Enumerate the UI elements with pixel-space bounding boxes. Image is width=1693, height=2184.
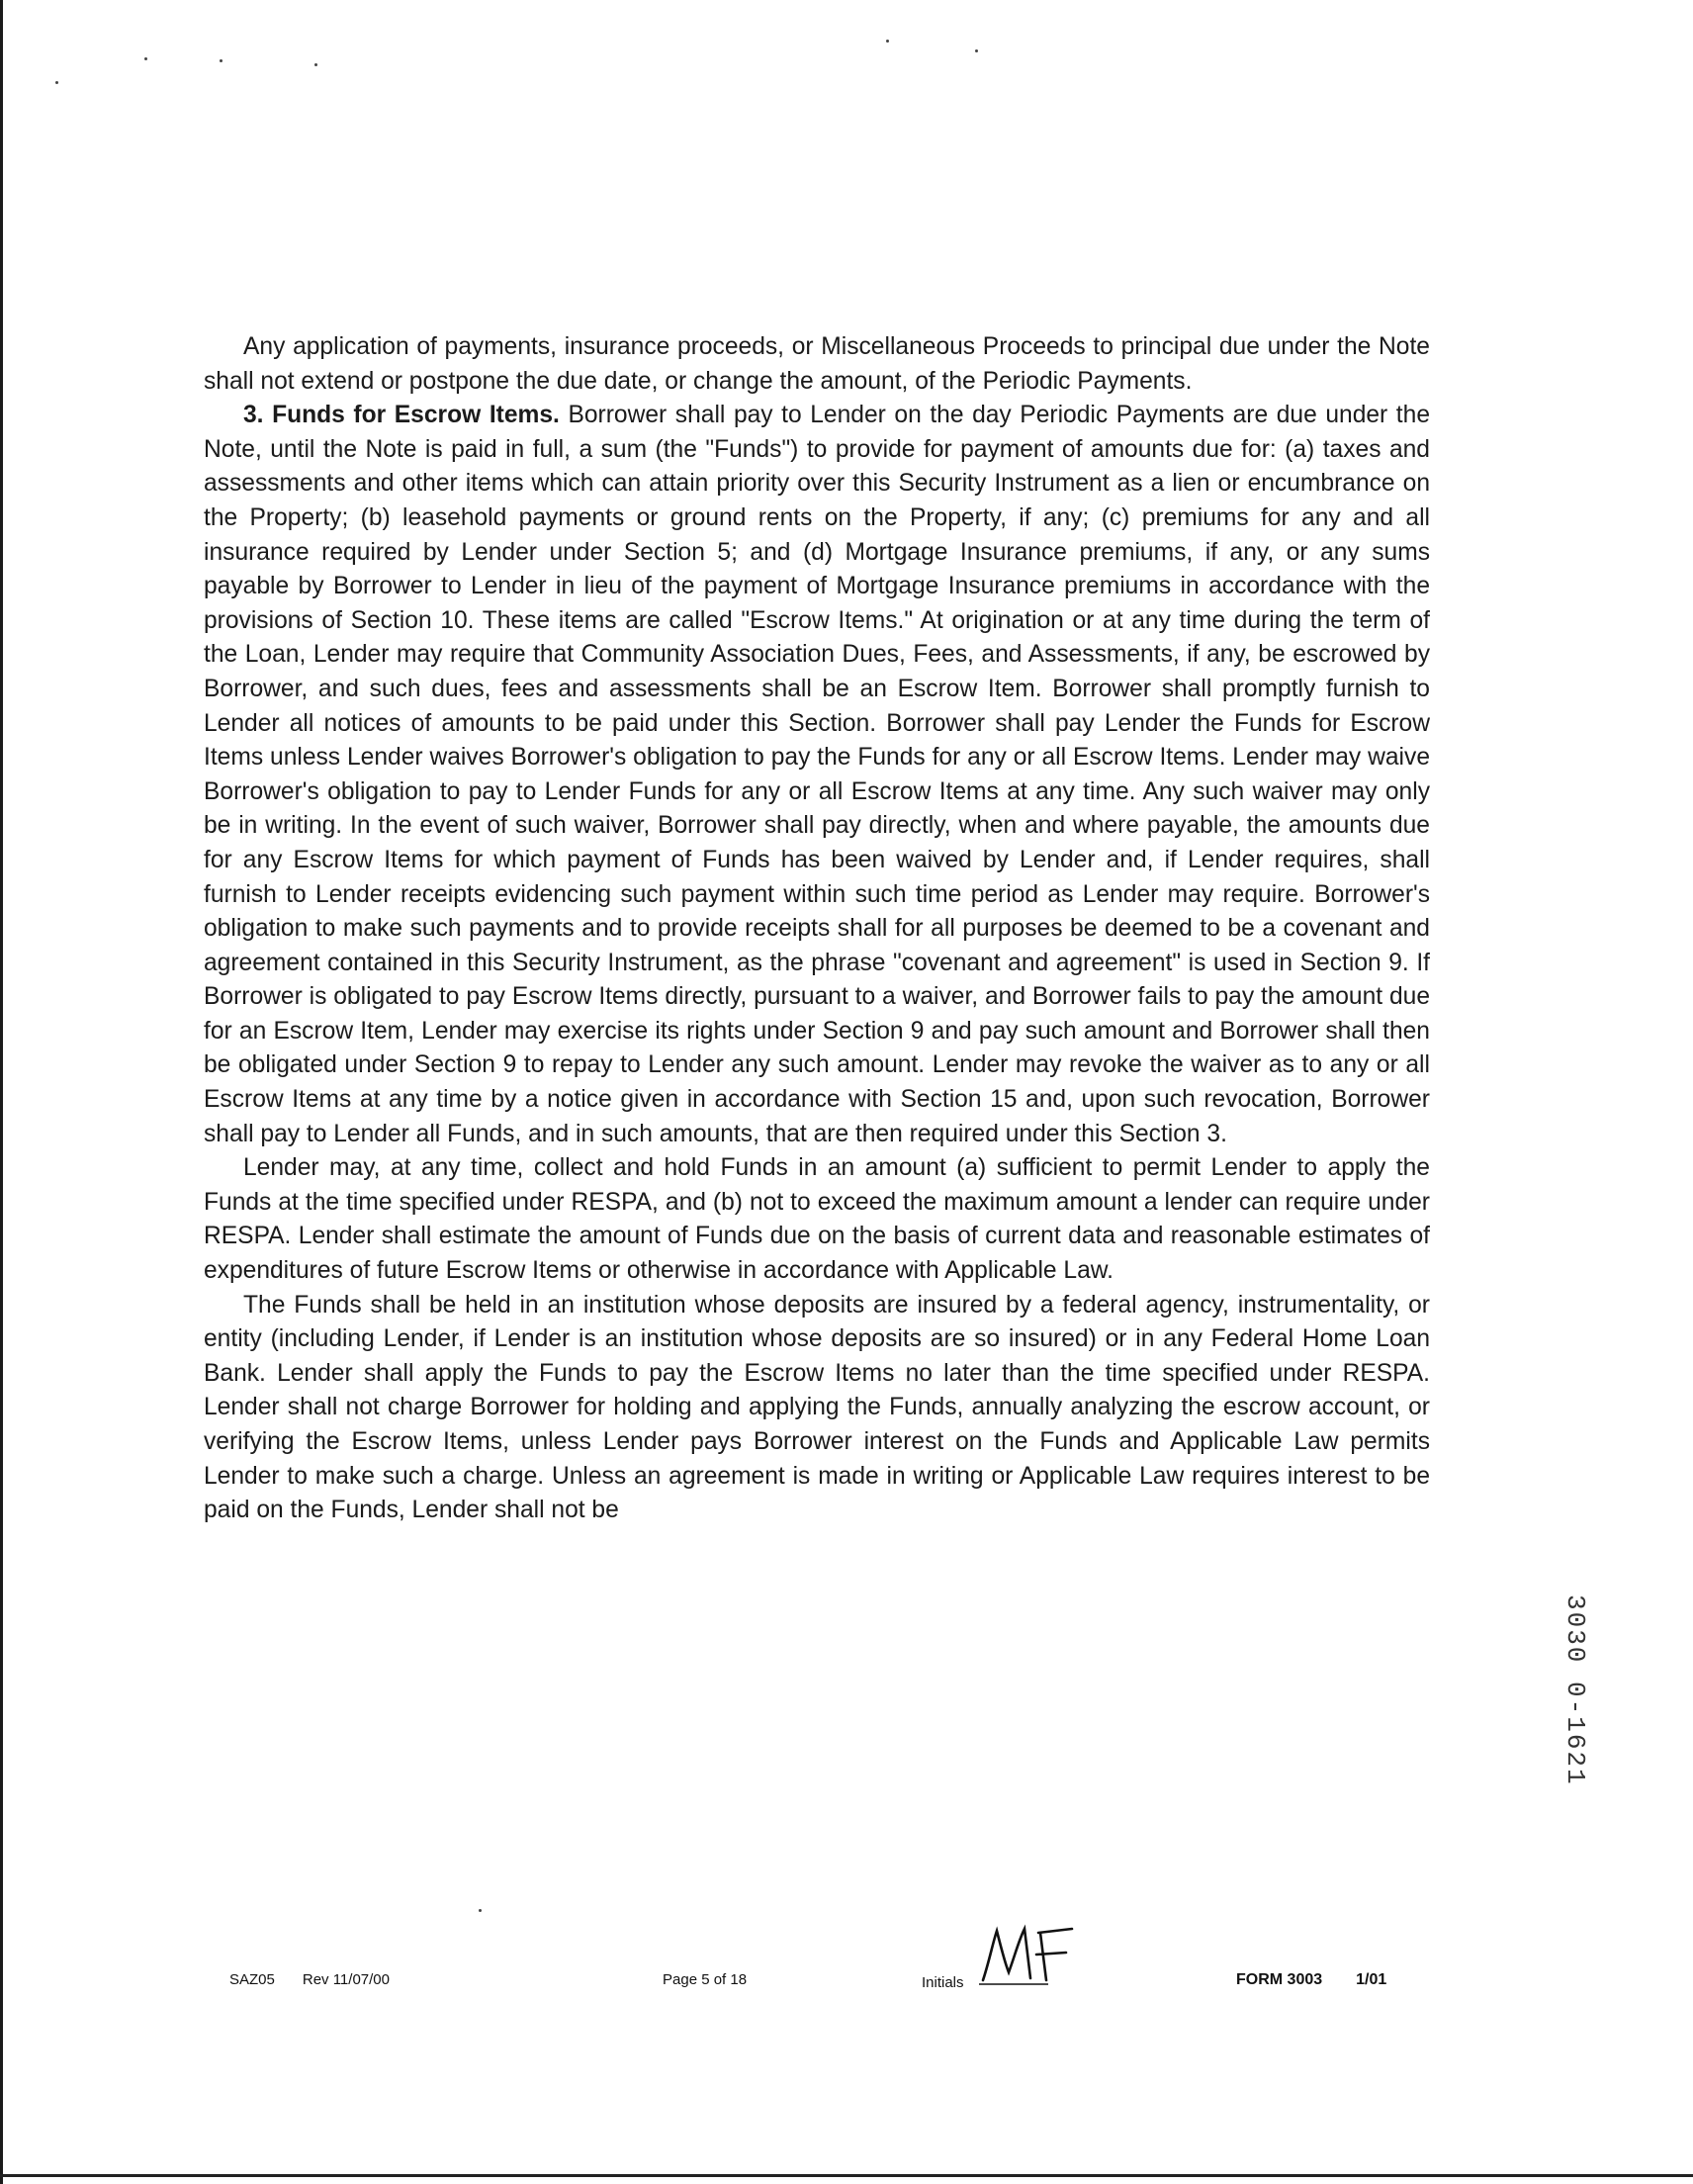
footer-form-code xyxy=(229,1971,390,2001)
scan-speck xyxy=(975,49,978,52)
paragraph-funds-for-escrow-items xyxy=(204,399,1430,1151)
scan-speck xyxy=(220,59,223,62)
scan-speck xyxy=(479,1909,482,1912)
initials-signature xyxy=(979,1923,1078,1986)
scan-bottom-edge xyxy=(0,2174,1693,2177)
side-stamp-number: 3030 0-1621 xyxy=(1560,1594,1590,1786)
scan-speck xyxy=(886,40,889,43)
scan-speck xyxy=(314,63,317,66)
document-body xyxy=(204,330,1430,1528)
scan-left-edge xyxy=(0,0,3,2184)
paragraph-funds-held: The Funds shall be held in an institution whose deposits are insured by a federal agency, instrumentality, or entity (including Lender, if Lender is an institution whose deposits are so insured) or in any Federal Home Loan Bank. Lender shall apply the Funds to pay the Escrow Items no later than the time specified under RESPA. Lender shall not charge Borrower for holding and applying the Funds, annually analyzing the escrow account, or verifying the Escrow Items, unless Lender pays Borrower interest on the Funds and Applicable Law permits Lender to make such a charge. Unless an agreement is made in writing or Applicable Law requires interest to be paid on the Funds, Lender shall not be xyxy=(204,1291,1430,1524)
paragraph-application-of-payments: Any application of payments, insurance proceeds, or Miscellaneous Proceeds to principal due under the Note shall not extend or postpone the due date, or change the amount, of the Periodic Payments. xyxy=(204,333,1430,395)
footer-form-number xyxy=(1236,1971,1386,2001)
form-code: SAZ05 xyxy=(229,1971,275,1988)
section-heading: 3. Funds for Escrow Items. xyxy=(243,402,560,429)
paragraph-lender-may-collect: Lender may, at any time, collect and hold Funds in an amount (a) sufficient to permit Lender to apply the Funds at the time specified under RESPA, and (b) not to exceed the maximum amount a lender can require under RESPA. Lender shall estimate the amount of Funds due on the basis of current data and reasonable estimates of expenditures of future Escrow Items or otherwise in accordance with Applicable Law. xyxy=(204,1154,1430,1285)
form-number: FORM 3003 xyxy=(1236,1971,1323,1988)
scan-speck xyxy=(55,81,58,84)
initials-label: Initials xyxy=(922,1974,964,1991)
paragraph-text: Borrower shall pay to Lender on the day Periodic Payments are due under the Note, until the Note is paid in full, a sum (the "Funds") to provide for payment of amounts due for: (a) taxes and assessments and other items which can attain priority over this Security Instrument as a lien or encumbrance on the Property; (b) leasehold payments or ground rents on the Property, if any; (c) premiums for any and all insurance required by Lender under Section 5; and (d) Mortgage Insurance premiums, if any, or any sums payable by Borrower to Lender in lieu of the payment of Mortgage Insurance premiums in accordance with the provisions of Section 10. These items are called "Escrow Items." At origination or at any time during the term of the Loan, Lender may require that Community Association Dues, Fees, and Assessments, if any, be escrowed by Borrower, and such dues, fees and assessments shall be an Escrow Item. Borrower shall promptly furnish to Lender all notices of amounts to be paid under this Section. Borrower shall pay Lender the Funds for Escrow Items unless Lender waives Borrower's obligation to pay the Funds for any or all Escrow Items. Lender may waive Borrower's obligation to pay to Lender Funds for any or all Escrow Items at any time. Any such waiver may only be in writing. In the event of such waiver, Borrower shall pay directly, when and where payable, the amounts due for any Escrow Items for which payment of Funds has been waived by Lender and, if Lender requires, shall furnish to Lender receipts evidencing such payment within such time period as Lender may require. Borrower's obligation to make such payments and to provide receipts shall for all purposes be deemed to be a covenant and agreement contained in this Security Instrument, as the phrase "covenant and agreement" is used in Section 9. If Borrower is obligated to pay Escrow Items directly, pursuant to a waiver, and Borrower fails to pay the amount due for an Escrow Item, Lender may exercise its rights under Section 9 and pay such amount and Borrower shall then be obligated under Section 9 to repay to Lender any such amount. Lender may revoke the waiver as to any or all Escrow Items at any time by a notice given in accordance with Section 15 and, upon such revocation, Borrower shall pay to Lender all Funds, and in such amounts, that are then required under this Section 3. xyxy=(204,402,1430,1147)
scan-speck xyxy=(144,57,147,60)
revision: Rev 11/07/00 xyxy=(302,1971,390,1988)
form-date: 1/01 xyxy=(1356,1971,1387,1988)
page-number: Page 5 of 18 xyxy=(663,1971,748,1988)
